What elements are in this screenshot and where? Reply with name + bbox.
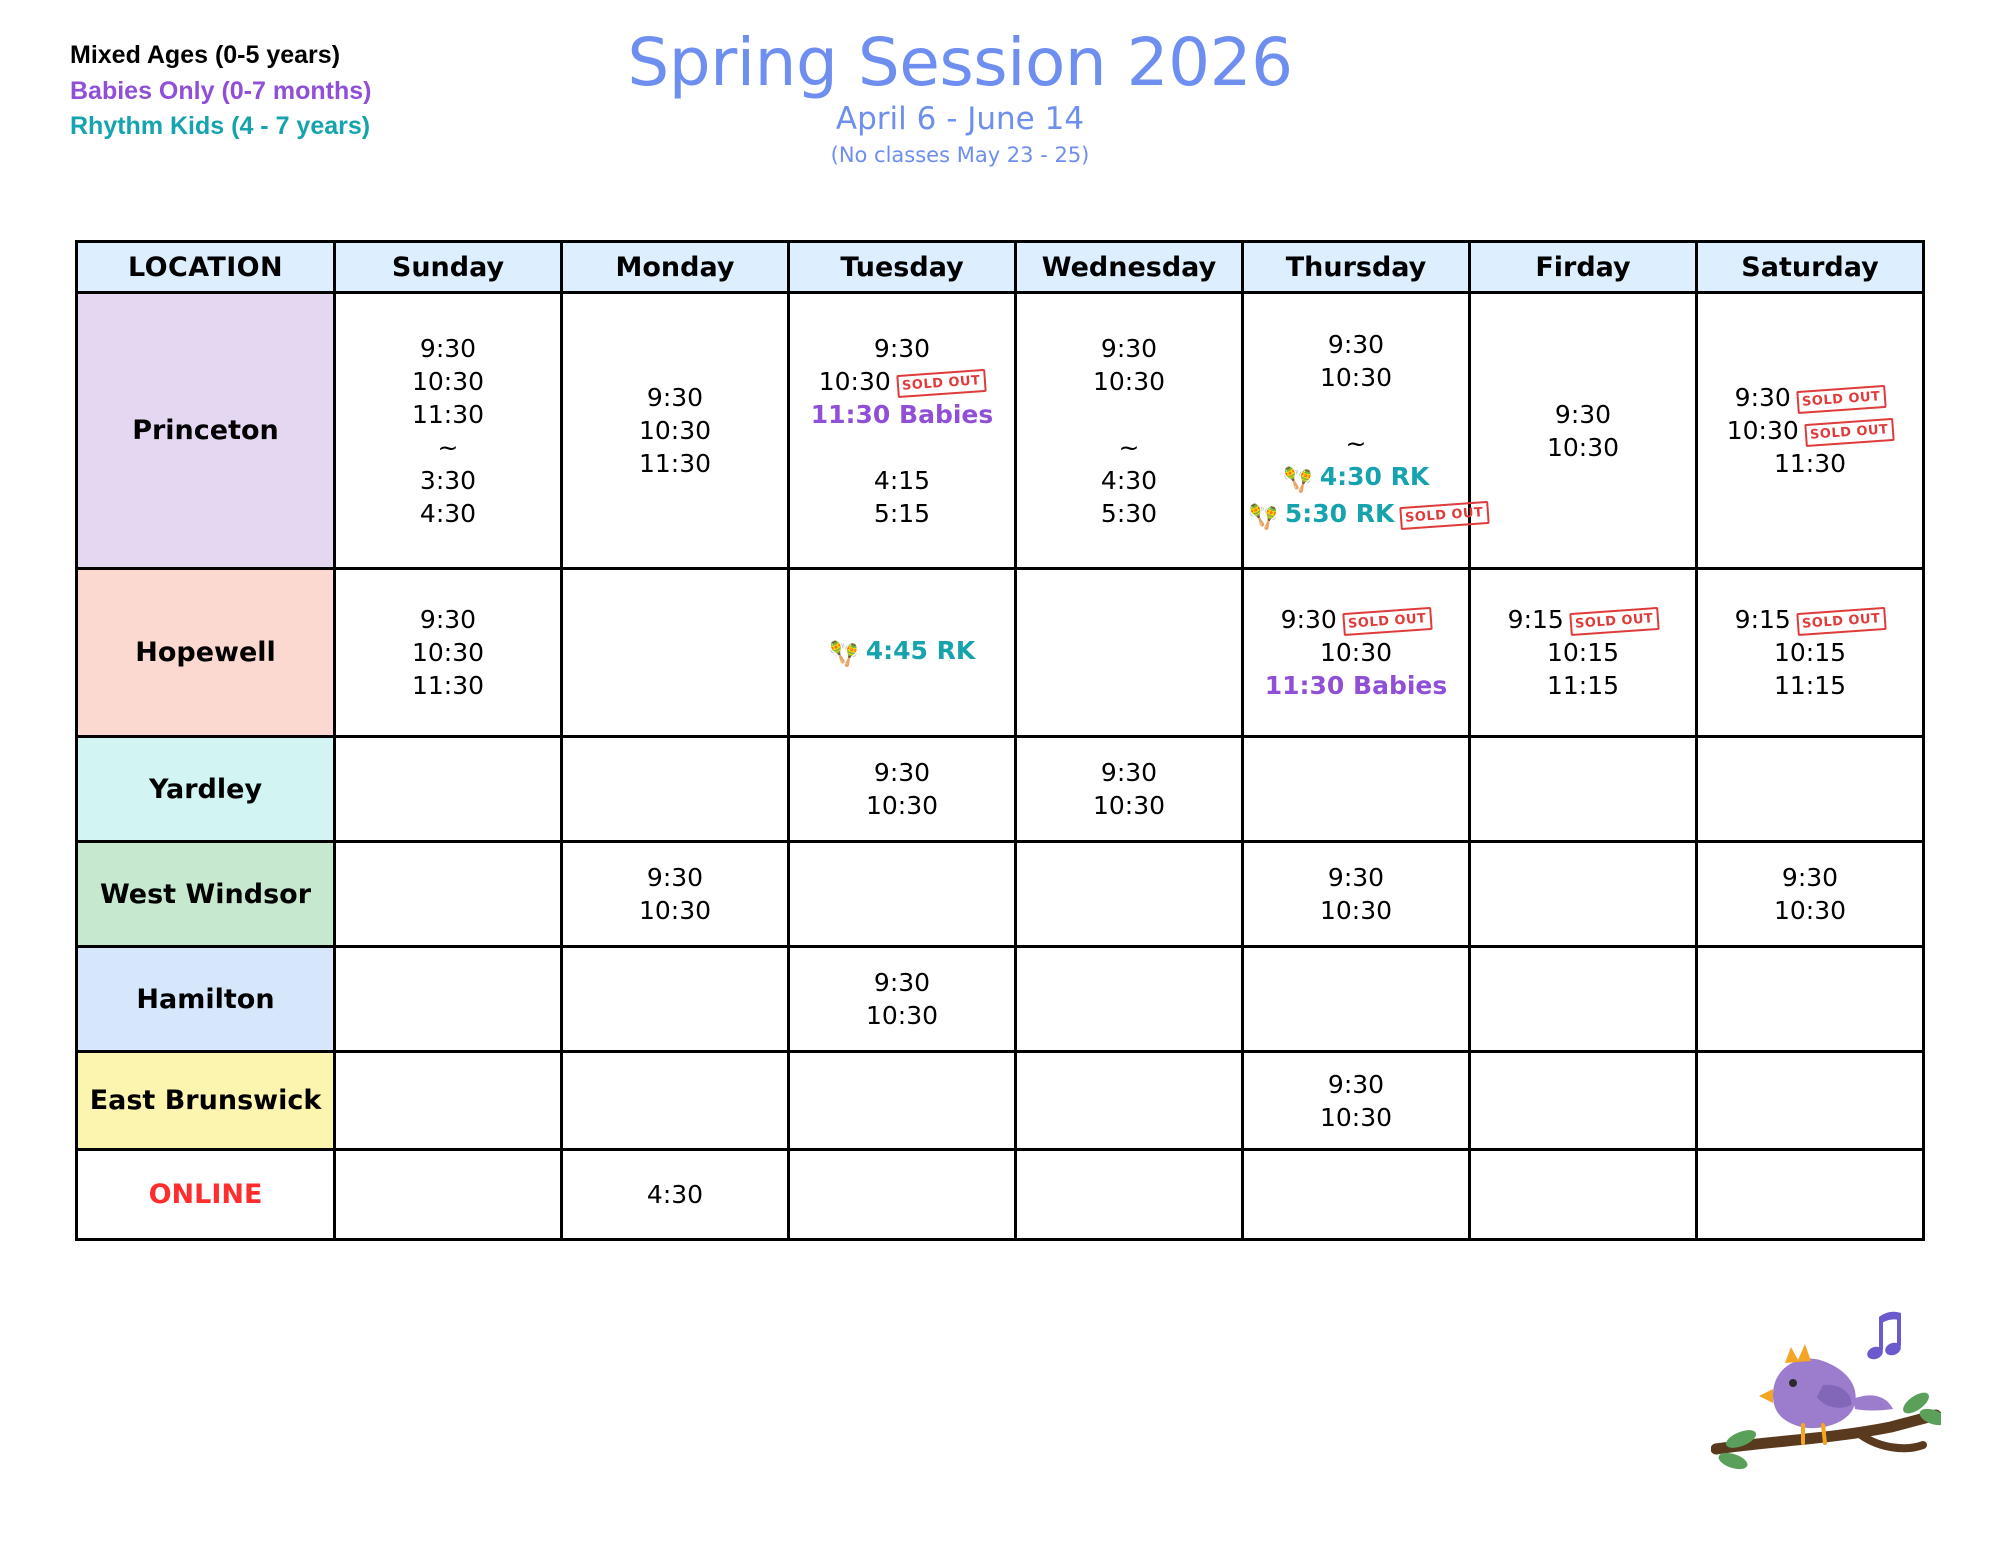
schedule-cell[interactable] bbox=[1016, 1150, 1243, 1240]
schedule-cell[interactable] bbox=[1697, 293, 1924, 569]
schedule-cell[interactable] bbox=[1243, 569, 1470, 737]
class-time-entry bbox=[340, 603, 556, 636]
class-time-label: 11:30 Babies bbox=[810, 399, 994, 429]
class-time-label: 9:30 bbox=[1781, 863, 1839, 892]
class-time-entry bbox=[340, 431, 556, 464]
class-time-entry bbox=[340, 398, 556, 431]
schedule-cell[interactable] bbox=[1470, 293, 1697, 569]
class-time-entry bbox=[794, 398, 1010, 431]
class-time-entry bbox=[340, 636, 556, 669]
column-header-saturday: Saturday bbox=[1697, 242, 1924, 293]
schedule-cell[interactable] bbox=[562, 1150, 789, 1240]
class-time-entry bbox=[794, 332, 1010, 365]
table-header-row bbox=[77, 242, 1924, 293]
class-time-label: 9:30 bbox=[1734, 383, 1791, 412]
class-time-entry bbox=[1021, 756, 1237, 789]
class-time-entry bbox=[794, 497, 1010, 530]
schedule-cell[interactable] bbox=[1697, 737, 1924, 842]
class-time-label: 9:15 bbox=[1734, 605, 1791, 634]
page-title: Spring Session 2026 bbox=[627, 24, 1293, 101]
schedule-cell[interactable] bbox=[1243, 947, 1470, 1052]
class-time-label: 9:15 bbox=[1507, 605, 1564, 634]
table-row bbox=[77, 1052, 1924, 1150]
schedule-cell[interactable] bbox=[1243, 737, 1470, 842]
class-time-label: 10:30 bbox=[1319, 1102, 1393, 1132]
class-time-label: 9:30 bbox=[873, 758, 931, 787]
class-time-entry bbox=[1475, 431, 1691, 464]
schedule-cell[interactable] bbox=[789, 947, 1016, 1052]
class-time-label: 10:30 bbox=[1319, 896, 1393, 925]
class-time-label: 10:15 bbox=[1546, 638, 1620, 667]
table-row bbox=[77, 842, 1924, 947]
session-date-range: April 6 - June 14 bbox=[835, 101, 1085, 138]
schedule-cell[interactable] bbox=[789, 293, 1016, 569]
schedule-cell[interactable] bbox=[335, 737, 562, 842]
class-time-entry bbox=[1248, 460, 1464, 497]
schedule-cell[interactable] bbox=[1697, 842, 1924, 947]
sold-out-badge: SOLD OUT bbox=[1342, 607, 1432, 636]
schedule-cell[interactable] bbox=[562, 569, 789, 737]
class-time-label: 4:15 bbox=[873, 465, 931, 495]
class-time-entry bbox=[1248, 636, 1464, 669]
schedule-cell[interactable] bbox=[1243, 1052, 1470, 1150]
location-cell: West Windsor bbox=[77, 842, 335, 947]
class-time-label: 11:30 bbox=[411, 671, 485, 700]
class-time-entry bbox=[1702, 894, 1918, 927]
schedule-cell[interactable] bbox=[335, 293, 562, 569]
class-time-label: 9:30 bbox=[873, 968, 931, 997]
schedule-cell[interactable] bbox=[1697, 1052, 1924, 1150]
schedule-cell[interactable] bbox=[335, 1150, 562, 1240]
class-time-label: 11:15 bbox=[1773, 671, 1847, 700]
schedule-cell[interactable] bbox=[1470, 1150, 1697, 1240]
schedule-cell[interactable] bbox=[1016, 1052, 1243, 1150]
class-time-label: 10:15 bbox=[1773, 638, 1847, 667]
class-time-label: 10:30 bbox=[638, 416, 712, 445]
class-time-label: 4:30 RK bbox=[1319, 461, 1430, 491]
schedule-cell[interactable] bbox=[1016, 842, 1243, 947]
class-time-entry bbox=[794, 966, 1010, 999]
sold-out-badge: SOLD OUT bbox=[1804, 418, 1894, 447]
location-cell: Princeton bbox=[77, 293, 335, 569]
class-time-entry bbox=[340, 365, 556, 398]
class-time-entry bbox=[1248, 1101, 1464, 1134]
class-time-label: ~ bbox=[1345, 428, 1367, 458]
class-time-label: 9:30 bbox=[419, 605, 477, 634]
class-time-label bbox=[1352, 396, 1360, 425]
class-time-label: 10:30 bbox=[1319, 638, 1393, 667]
class-time-entry bbox=[1021, 789, 1237, 822]
class-time-label: 10:30 bbox=[411, 366, 485, 396]
class-time-entry bbox=[340, 332, 556, 365]
class-time-entry bbox=[1021, 464, 1237, 497]
sold-out-badge: SOLD OUT bbox=[1796, 607, 1886, 636]
table-row bbox=[77, 737, 1924, 842]
class-time-entry bbox=[1475, 669, 1691, 702]
class-time-label: 3:30 bbox=[419, 465, 477, 495]
table-row bbox=[77, 293, 1924, 569]
class-time-entry bbox=[567, 894, 783, 927]
legend-item-mixed-ages: Mixed Ages (0-5 years) bbox=[70, 41, 341, 69]
class-time-entry bbox=[1248, 894, 1464, 927]
class-time-label: 4:30 bbox=[419, 498, 477, 528]
schedule-cell[interactable] bbox=[1697, 569, 1924, 737]
class-time-entry bbox=[794, 999, 1010, 1032]
class-time-label bbox=[1125, 400, 1133, 429]
class-time-label: 5:30 RK bbox=[1284, 498, 1395, 528]
location-cell: Yardley bbox=[77, 737, 335, 842]
table-row bbox=[77, 947, 1924, 1052]
class-time-entry bbox=[1248, 328, 1464, 361]
schedule-cell[interactable] bbox=[1016, 569, 1243, 737]
class-time-entry bbox=[1021, 431, 1237, 464]
class-time-label: 9:30 bbox=[873, 333, 931, 363]
sold-out-badge: SOLD OUT bbox=[896, 368, 986, 397]
schedule-cell[interactable] bbox=[562, 842, 789, 947]
class-time-label: 5:15 bbox=[873, 498, 931, 528]
schedule-table bbox=[75, 240, 1925, 1241]
schedule-cell[interactable] bbox=[1470, 1052, 1697, 1150]
column-header-thursday: Thursday bbox=[1243, 242, 1470, 293]
schedule-cell[interactable] bbox=[335, 1052, 562, 1150]
schedule-cell[interactable] bbox=[1470, 737, 1697, 842]
schedule-cell[interactable] bbox=[789, 842, 1016, 947]
class-time-entry bbox=[1475, 398, 1691, 431]
legend-item-babies-only: Babies Only (0-7 months) bbox=[70, 76, 372, 105]
class-time-label: 9:30 bbox=[1554, 399, 1612, 429]
table-row bbox=[77, 569, 1924, 737]
class-time-entry bbox=[340, 497, 556, 530]
class-time-label: ~ bbox=[437, 432, 459, 462]
class-time-entry bbox=[794, 789, 1010, 822]
class-time-label: 10:30 bbox=[865, 1001, 939, 1030]
class-time-label: 9:30 bbox=[646, 863, 704, 892]
class-time-label: 11:30 bbox=[1773, 449, 1847, 478]
location-cell: Hopewell bbox=[77, 569, 335, 737]
class-time-entry bbox=[340, 464, 556, 497]
schedule-cell[interactable] bbox=[562, 737, 789, 842]
class-time-entry bbox=[567, 381, 783, 414]
class-time-label: ~ bbox=[1118, 432, 1140, 462]
class-time-label: 11:30 Babies bbox=[1264, 671, 1448, 700]
sold-out-badge: SOLD OUT bbox=[1400, 500, 1490, 529]
class-time-label: 10:30 bbox=[1773, 896, 1847, 925]
class-time-entry bbox=[794, 756, 1010, 789]
class-time-label: 10:30 bbox=[865, 791, 939, 820]
class-time-entry bbox=[1475, 603, 1691, 636]
column-header-monday: Monday bbox=[562, 242, 789, 293]
schedule-cell[interactable] bbox=[562, 947, 789, 1052]
class-time-entry bbox=[1021, 398, 1237, 431]
class-time-entry bbox=[794, 431, 1010, 464]
class-time-label bbox=[898, 433, 906, 462]
class-time-label: 11:30 bbox=[411, 399, 485, 429]
class-time-entry bbox=[1021, 365, 1237, 398]
class-time-label: 9:30 bbox=[1327, 1069, 1385, 1099]
column-header-friday: Firday bbox=[1470, 242, 1697, 293]
class-time-entry bbox=[1248, 603, 1464, 636]
schedule-cell[interactable] bbox=[335, 947, 562, 1052]
schedule-cell[interactable] bbox=[1470, 947, 1697, 1052]
location-cell: ONLINE bbox=[77, 1150, 335, 1240]
class-time-label: 9:30 bbox=[419, 333, 477, 363]
class-time-label: 11:30 bbox=[638, 449, 712, 478]
class-time-entry bbox=[340, 669, 556, 702]
class-time-entry bbox=[567, 1178, 783, 1211]
schedule-cell[interactable] bbox=[335, 569, 562, 737]
schedule-cell[interactable] bbox=[789, 737, 1016, 842]
class-time-entry bbox=[1702, 381, 1918, 414]
class-time-entry bbox=[567, 414, 783, 447]
class-time-entry bbox=[794, 365, 1010, 398]
schedule-cell[interactable] bbox=[1470, 842, 1697, 947]
class-time-label: 10:30 bbox=[1092, 366, 1166, 396]
class-time-label: 9:30 bbox=[646, 383, 704, 412]
class-time-label: 9:30 bbox=[1327, 863, 1385, 892]
location-cell: Hamilton bbox=[77, 947, 335, 1052]
class-time-entry bbox=[1248, 861, 1464, 894]
class-time-entry bbox=[1702, 414, 1918, 447]
class-time-entry bbox=[1702, 636, 1918, 669]
no-classes-note: (No classes May 23 - 25) bbox=[830, 143, 1090, 168]
class-time-label: 4:30 bbox=[1100, 465, 1158, 495]
class-time-entry bbox=[1702, 669, 1918, 702]
class-time-entry bbox=[1248, 497, 1485, 534]
column-header-sunday: Sunday bbox=[335, 242, 562, 293]
schedule-cell[interactable] bbox=[1243, 293, 1485, 569]
column-header-location: LOCATION bbox=[77, 242, 335, 293]
class-time-entry bbox=[794, 634, 1010, 671]
schedule-cell[interactable] bbox=[789, 569, 1016, 737]
class-time-entry bbox=[1248, 361, 1464, 394]
class-time-entry bbox=[1021, 332, 1237, 365]
class-time-label: 10:30 bbox=[1726, 416, 1799, 445]
class-time-entry bbox=[567, 861, 783, 894]
schedule-cell[interactable] bbox=[562, 1052, 789, 1150]
location-cell: East Brunswick bbox=[77, 1052, 335, 1150]
schedule-cell[interactable] bbox=[789, 1052, 1016, 1150]
schedule-cell[interactable] bbox=[1697, 947, 1924, 1052]
schedule-cell[interactable] bbox=[1243, 1150, 1470, 1240]
legend-item-rhythm-kids: Rhythm Kids (4 - 7 years) bbox=[70, 112, 371, 140]
schedule-cell[interactable] bbox=[1470, 569, 1697, 737]
schedule-cell[interactable] bbox=[789, 1150, 1016, 1240]
schedule-cell[interactable] bbox=[1016, 947, 1243, 1052]
class-time-entry bbox=[794, 464, 1010, 497]
class-time-label: 11:15 bbox=[1546, 671, 1620, 700]
schedule-cell[interactable] bbox=[335, 842, 562, 947]
shaker-icon: 🪇 bbox=[828, 640, 859, 669]
column-header-wednesday: Wednesday bbox=[1016, 242, 1243, 293]
schedule-cell[interactable] bbox=[1016, 293, 1243, 569]
class-time-entry bbox=[1248, 394, 1464, 427]
sold-out-badge: SOLD OUT bbox=[1796, 385, 1886, 414]
column-header-tuesday: Tuesday bbox=[789, 242, 1016, 293]
title-block bbox=[560, 24, 1360, 168]
class-time-label: 9:30 bbox=[1280, 605, 1337, 634]
class-time-label: 10:30 bbox=[638, 896, 712, 925]
bird-on-branch-illustration bbox=[1711, 1299, 1941, 1479]
schedule-cell[interactable] bbox=[1243, 842, 1470, 947]
class-time-entry bbox=[1021, 497, 1237, 530]
class-time-label: 10:30 bbox=[1319, 362, 1393, 392]
class-time-entry bbox=[1702, 603, 1918, 636]
schedule-cell[interactable] bbox=[1697, 1150, 1924, 1240]
class-time-entry bbox=[1248, 1068, 1464, 1101]
class-time-label: 10:30 bbox=[1546, 432, 1620, 462]
class-time-label: 4:30 bbox=[646, 1180, 704, 1209]
legend bbox=[70, 38, 371, 145]
sold-out-badge: SOLD OUT bbox=[1569, 607, 1659, 636]
class-time-label: 5:30 bbox=[1100, 498, 1158, 528]
class-time-label: 10:30 bbox=[818, 366, 891, 396]
class-time-entry bbox=[1702, 861, 1918, 894]
class-time-label: 9:30 bbox=[1327, 329, 1385, 359]
class-time-label: 10:30 bbox=[1092, 791, 1166, 820]
schedule-cell[interactable] bbox=[562, 293, 789, 569]
table-row bbox=[77, 1150, 1924, 1240]
class-time-entry bbox=[1475, 636, 1691, 669]
shaker-icon: 🪇 bbox=[1282, 465, 1313, 494]
class-time-label: 9:30 bbox=[1100, 333, 1158, 363]
class-time-entry bbox=[1702, 447, 1918, 480]
class-time-entry bbox=[1248, 669, 1464, 702]
class-time-entry bbox=[567, 447, 783, 480]
class-time-label: 9:30 bbox=[1100, 758, 1158, 787]
class-time-label: 10:30 bbox=[411, 638, 485, 667]
music-note-icon bbox=[1865, 1312, 1902, 1362]
class-time-entry bbox=[1248, 427, 1464, 460]
class-time-label: 4:45 RK bbox=[865, 636, 976, 666]
shaker-icon: 🪇 bbox=[1248, 502, 1278, 531]
schedule-cell[interactable] bbox=[1016, 737, 1243, 842]
